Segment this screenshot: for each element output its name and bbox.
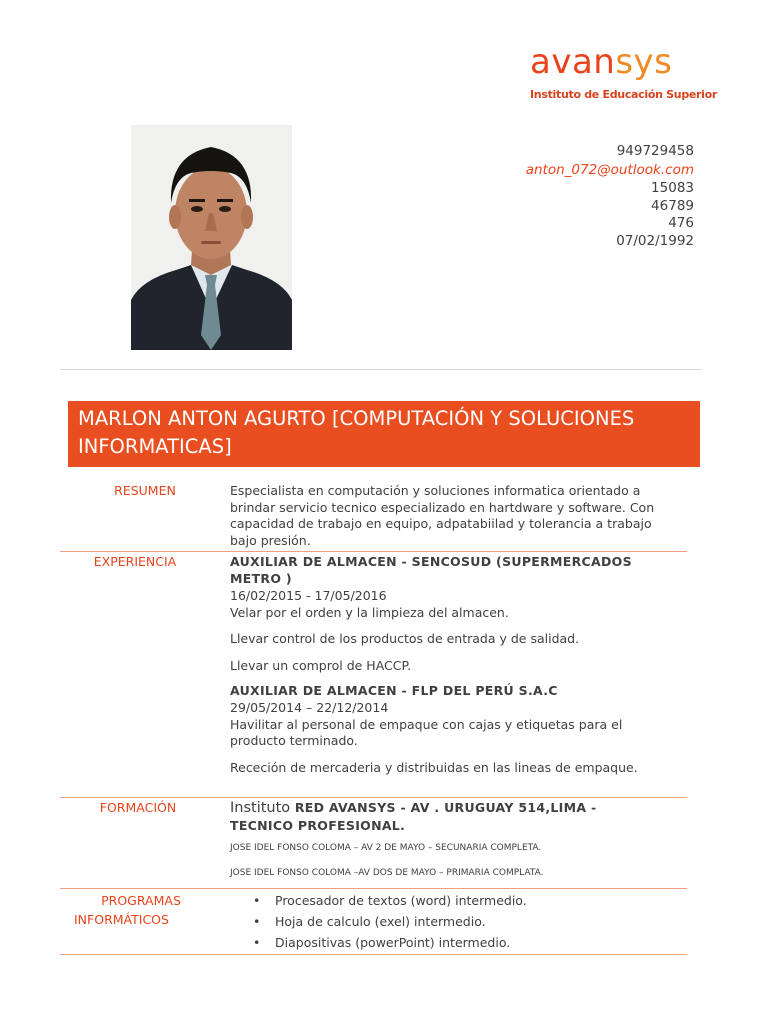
section-divider xyxy=(60,551,687,552)
institute-line xyxy=(230,799,650,835)
section-label-resumen: RESUMEN xyxy=(114,483,176,498)
logo-wordmark xyxy=(530,42,705,82)
contact-line-3: 15083 xyxy=(651,180,694,196)
logo-brand-prefix: avan xyxy=(530,42,616,82)
portrait-photo-illustration xyxy=(131,125,292,350)
contact-line-5: 476 xyxy=(668,214,694,231)
section-divider xyxy=(60,888,687,889)
job-duty: Receción de mercaderia y distribuidas en las lineas de empaque. xyxy=(230,759,638,775)
school-entry: JOSE IDEL FONSO COLOMA –AV DOS DE MAYO – PRIMARIA COMPLATA. xyxy=(230,868,544,878)
contact-line-4: 46789 xyxy=(651,197,694,214)
programas-list-container xyxy=(253,890,673,953)
institute-details: RED AVANSYS - AV . URUGUAY 514,LIMA - TECNICO PROFESIONAL. xyxy=(230,800,597,833)
logo-subtitle: Instituto de Educación Superior xyxy=(530,88,718,101)
resumen-text: Especialista en computación y soluciones informatica orientado a brindar servicio tecnico especializado en hartdware y software. Con capacidad de trabajo en equipo, adpatabiilad y tolerancia a trabajo bajo presión. xyxy=(230,483,655,548)
school-entry: JOSE IDEL FONSO COLOMA – AV 2 DE MAYO – SECUNARIA COMPLETA. xyxy=(230,843,542,853)
logo-brand-suffix: sys xyxy=(615,42,673,82)
name-banner xyxy=(68,401,700,467)
job-title: AUXILIAR DE ALMACEN - FLP DEL PERÚ S.A.C xyxy=(230,683,558,698)
formacion-content xyxy=(230,799,650,879)
institute-prefix: Instituto xyxy=(230,800,291,816)
job-dates: 16/02/2015 - 17/05/2016 xyxy=(230,588,387,603)
phone-number: 949729458 xyxy=(616,143,694,159)
avansys-logo xyxy=(530,42,718,101)
section-divider xyxy=(60,954,687,955)
list-item: • Procesador de textos (word) intermedio. xyxy=(253,890,673,911)
section-label-programas xyxy=(70,891,200,929)
section-label-programas-line1: PROGRAMAS xyxy=(101,893,181,908)
list-item: • Diapositivas (powerPoint) intermedio. xyxy=(253,932,673,953)
job-duty: Velar por el orden y la limpieza del almacen. xyxy=(230,604,509,620)
section-label-programas-line2: INFORMÁTICOS xyxy=(74,912,169,927)
section-divider xyxy=(60,797,687,798)
list-item: • Hoja de calculo (exel) intermedio. xyxy=(253,911,673,932)
header-divider xyxy=(60,369,702,370)
name-title: MARLON ANTON AGURTO [COMPUTACIÓN Y SOLUCIONES INFORMATICAS] xyxy=(78,407,635,458)
email-link[interactable]: anton_072@outlook.com xyxy=(525,161,694,178)
job-duty: Havilitar al personal de empaque con cajas y etiquetas para el producto terminado. xyxy=(230,716,623,748)
job-duty: Llevar control de los productos de entrada y de salidad. xyxy=(230,631,580,646)
birth-date: 07/02/1992 xyxy=(616,232,694,249)
programas-list xyxy=(253,890,673,953)
job-dates: 29/05/2014 – 22/12/2014 xyxy=(230,700,389,715)
section-label-experiencia: EXPERIENCIA xyxy=(93,554,177,569)
portrait-photo xyxy=(131,125,292,350)
job-duty: Llevar un comprol de HACCP. xyxy=(230,657,412,673)
experiencia-content xyxy=(230,553,685,784)
job-title: AUXILIAR DE ALMACEN - SENCOSUD (SUPERMERCADOS METRO ) xyxy=(230,554,632,586)
contact-info xyxy=(526,142,694,250)
section-label-formacion: FORMACIÓN xyxy=(99,800,177,815)
